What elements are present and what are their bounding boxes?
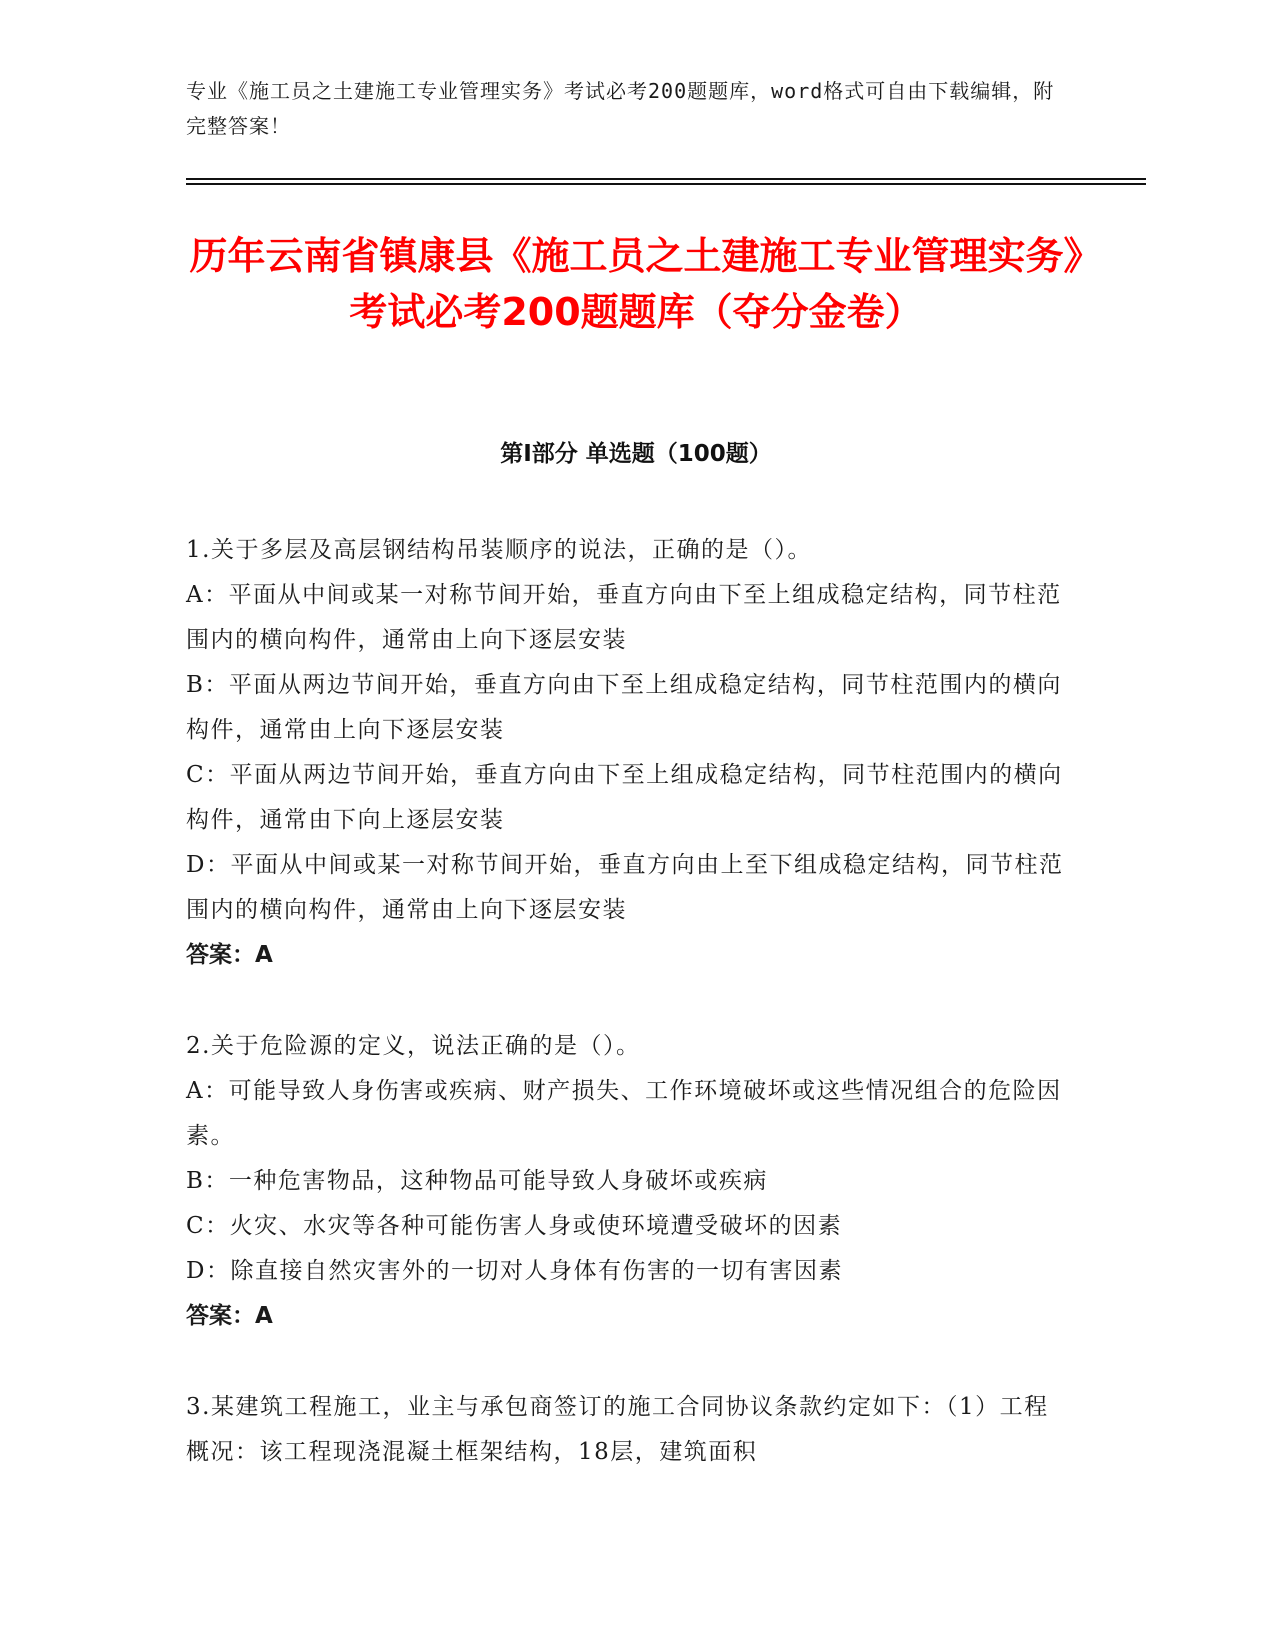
question-2: [186, 1024, 1066, 1339]
option-c: C：平面从两边节间开始，垂直方向由下至上组成稳定结构，同节柱范围内的横向构件，通常由下向上逐层安装: [186, 762, 1063, 833]
option-b: B：一种危害物品，这种物品可能导致人身破坏或疾病: [186, 1168, 768, 1194]
question-stem: 3.某建筑工程施工，业主与承包商签订的施工合同协议条款约定如下：（1）工程概况：该工程现浇混凝土框架结构，18层，建筑面积: [186, 1394, 1049, 1465]
answer: 答案：A: [186, 942, 273, 968]
option-c: C：火灾、水灾等各种可能伤害人身或使环境遭受破坏的因素: [186, 1213, 843, 1239]
question-stem: 1.关于多层及高层钢结构吊装顺序的说法，正确的是（）。: [186, 537, 812, 563]
option-a: A：可能导致人身伤害或疾病、财产损失、工作环境破坏或这些情况组合的危险因素。: [186, 1078, 1062, 1149]
question-list: [186, 528, 1066, 1521]
header-divider-top: [186, 178, 1146, 180]
question-3: [186, 1385, 1066, 1475]
document-title: 历年云南省镇康县《施工员之土建施工专业管理实务》考试必考200题题库（夺分金卷）: [189, 234, 1083, 334]
option-d: D：除直接自然灾害外的一切对人身体有伤害的一切有害因素: [186, 1258, 843, 1284]
question-1: [186, 528, 1066, 978]
option-b: B：平面从两边节间开始，垂直方向由下至上组成稳定结构，同节柱范围内的横向构件，通常由上向下逐层安装: [186, 672, 1062, 743]
question-stem: 2.关于危险源的定义，说法正确的是（）。: [186, 1033, 641, 1059]
option-a: A：平面从中间或某一对称节间开始，垂直方向由下至上组成稳定结构，同节柱范围内的横向构件，通常由上向下逐层安装: [186, 582, 1062, 653]
page-header: 专业《施工员之土建施工专业管理实务》考试必考200题题库，word格式可自由下载编辑，附完整答案！: [186, 79, 1055, 138]
section-title: 第Ⅰ部分 单选题（100题）: [500, 441, 772, 467]
answer: 答案：A: [186, 1303, 273, 1329]
header-divider-bottom: [186, 183, 1146, 185]
option-d: D：平面从中间或某一对称节间开始，垂直方向由上至下组成稳定结构，同节柱范围内的横向构件，通常由上向下逐层安装: [186, 852, 1064, 923]
